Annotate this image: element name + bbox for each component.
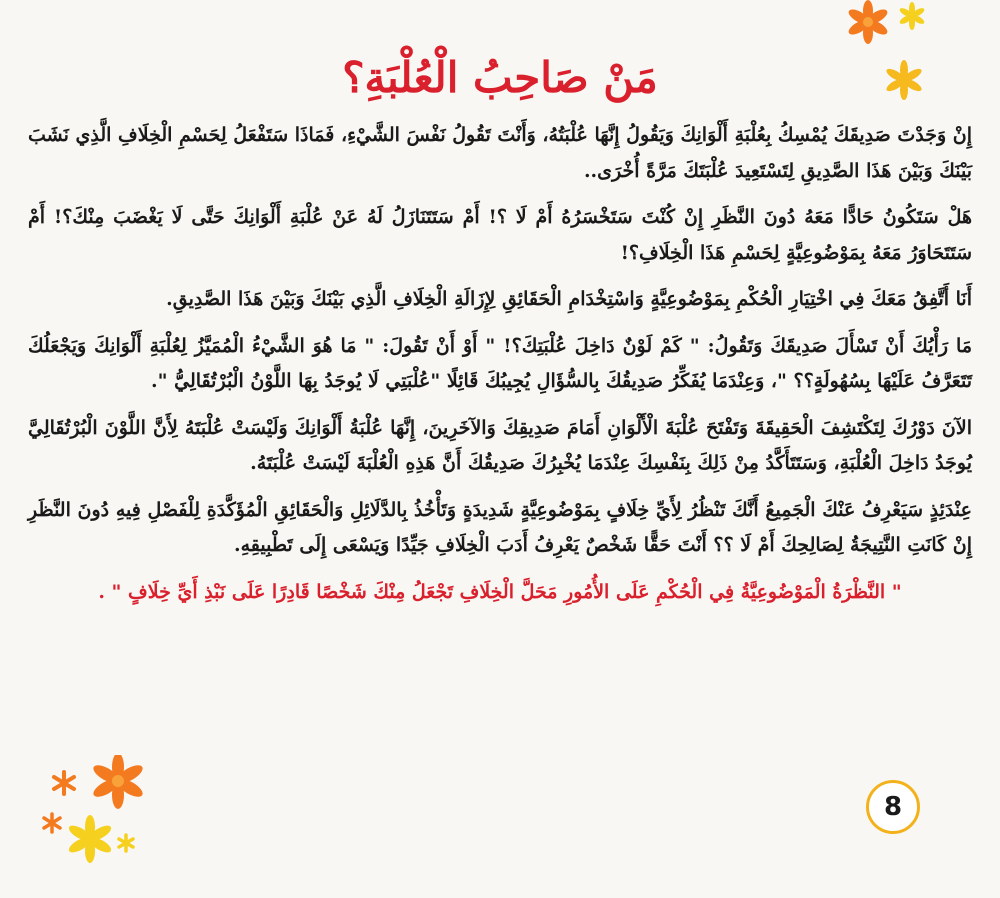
- paragraph: أَنَا أَتَّفِقُ مَعَكَ فِي اخْتِيَارِ الْحُكْمِ بِمَوْضُوعِيَّةٍ وَاسْتِخْدَامِ الْحَقَائِقِ لِإِزَالَةِ الْخِلَافِ الَّذِي بَيْنَكَ وَبَيْنَ هَذَا الصَّدِيقِ.: [166, 288, 972, 310]
- flower-decoration-bottom: [38, 755, 208, 875]
- flower-icon: [91, 755, 145, 809]
- paragraph: مَا رَأْيُكَ أَنْ تَسْأَلَ صَدِيقَكَ وَتَقُولُ: " كَمْ لَوْنٌ دَاخِلَ عُلْبَتِكَ؟! " أَوْ أَنْ تَقُولَ: " مَا هُوَ الشَّيْءُ الْمُمَيَّزُ لِعُلْبَةِ أَلْوَانِكَ وَيَجْعَلُكَ تَتَعَرَّفُ عَلَيْهَا بِسُهُولَةٍ؟؟ "، وَعِنْدَمَا يُفَكِّرُ صَدِيقُكَ بِالسُّؤَالِ يُجِيبُكَ قَائِلًا "عُلْبَتِي لَا يُوجَدُ بِهَا اللَّوْنُ الْبُرْتُقَالِيُّ ".: [28, 334, 972, 392]
- page-title: مَنْ صَاحِبُ الْعُلْبَةِ؟: [342, 53, 658, 102]
- paragraph: عِنْدَئِذٍ سَيَعْرِفُ عَنْكَ الْجَمِيعُ أَنَّكَ تَنْظُرُ لِأَيِّ خِلَافٍ بِمَوْضُوعِيَّةٍ شَدِيدَةٍ وَتَأْخُذُ بِالدَّلَائِلِ وَالْحَقَائِقِ الْمُؤَكَّدَةِ لِلْفَصْلِ فِيهِ دُونَ النَّظَرِ إِنْ كَانَتِ النَّتِيجَةُ لِصَالِحِكَ أَمْ لَا ؟؟ أَنْتَ حَقًّا شَخْصٌ يَعْرِفُ أَدَبَ الْخِلَافِ جَيِّدًا وَيَسْعَى إِلَى تَطْبِيقِهِ.: [28, 498, 972, 556]
- flower-icon: [898, 2, 925, 30]
- asterisk-icon: [119, 835, 133, 851]
- asterisk-icon: [54, 772, 74, 794]
- story-text: [28, 118, 972, 621]
- paragraph: هَلْ سَتَكُونُ حَادًّا مَعَهُ دُونَ النَّظَرِ إِنْ كُنْتَ سَتَخْسَرُهُ أَمْ لَا ؟! أَمْ سَتَتَنَازَلُ لَهُ عَنْ عُلْبَةِ أَلْوَانِكَ حَتَّى لَا يَغْضَبَ مِنْكَ؟! أَمْ سَتَتَحَاوَرُ مَعَهُ بِمَوْضُوعِيَّةٍ لِحَسْمِ هَذَا الْخِلَافِ؟!: [28, 206, 972, 264]
- moral-quote: " النَّظْرَةُ الْمَوْضُوعِيَّةُ فِي الْحُكْمِ عَلَى الأُمُورِ مَحَلَّ الْخِلَافِ تَجْعَلُ مِنْكَ شَخْصًا قَادِرًا عَلَى نَبْذِ أَيِّ خِلَافٍ " .: [98, 580, 902, 603]
- flower-icon: [67, 815, 114, 863]
- page-number: 8: [866, 780, 920, 834]
- asterisk-icon: [44, 814, 60, 832]
- flower-icon: [846, 0, 889, 44]
- paragraph: الآنَ دَوْرُكَ لِتَكْتَشِفَ الْحَقِيقَةَ وَتَفْتَحَ عُلْبَةَ الْأَلْوَانِ أَمَامَ صَدِيقِكَ وَالآخَرِينَ، إِنَّهَا عُلْبَةُ أَلْوَانِكَ وَلَيْسَتْ عُلْبَتَهُ لِأَنَّ اللَّوْنَ الْبُرْتُقَالِيَّ يُوجَدُ دَاخِلَ الْعُلْبَةِ، وَسَتَتَأَكَّدُ مِنْ ذَلِكَ بِنَفْسِكَ عِنْدَمَا يُخْبِرُكَ صَدِيقُكَ أَنَّ هَذِهِ الْعُلْبَةَ لَيْسَتْ عُلْبَتَهُ.: [28, 416, 972, 474]
- paragraph: إِنْ وَجَدْتَ صَدِيقَكَ يُمْسِكُ بِعُلْبَةِ أَلْوَانِكَ وَيَقُولُ إِنَّهَا عُلْبَتُهُ، وَأَنْتَ تَقُولُ نَفْسَ الشَّيْءِ، فَمَاذَا سَتَفْعَلُ لِحَسْمِ الْخِلَافِ الَّذِي نَشَبَ بَيْنَكَ وَبَيْنَ هَذَا الصَّدِيقِ لِتَسْتَعِيدَ عُلْبَتَكَ مَرَّةً أُخْرَى..: [28, 124, 972, 182]
